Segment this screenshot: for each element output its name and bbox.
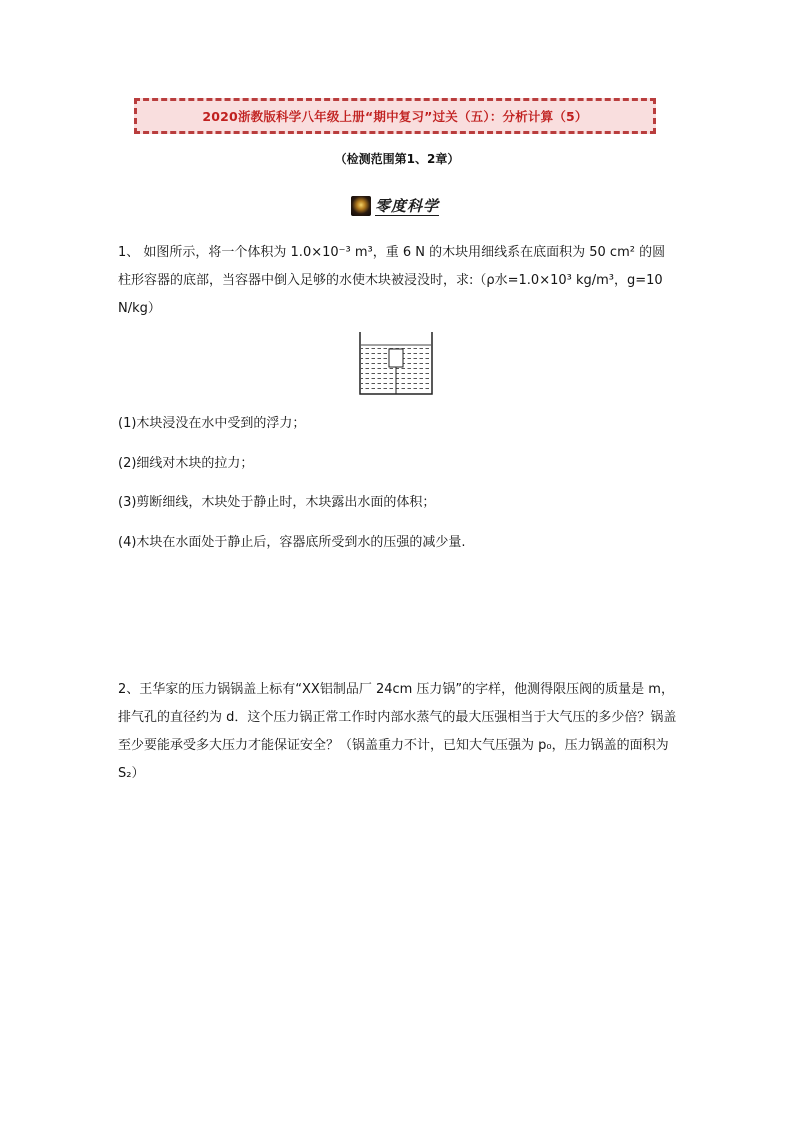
logo-text: 零度科学 [375,196,440,215]
question-2-text: 2、王华家的压力锅锅盖上标有“XX铝制品厂 24cm 压力锅”的字样，他测得限压阀的质量是 m，排气孔的直径约为 d．这个压力锅正常工作时内部水蒸气的最大压强相当于大气压的多少倍？锅盖至少要能承受多大压力才能保证安全？（锅盖重力不计，已知大气压强为 p₀，压力锅盖的面积为 S₂） [118,682,677,781]
question-1-part-2: (2)细线对木块的拉力； [118,456,254,471]
candle-logo-icon [351,196,371,216]
container-diagram [359,331,433,395]
question-1-part-3: (3)剪断细线，木块处于静止时，木块露出水面的体积； [118,495,436,510]
document-subtitle: （检测范围第1、2章） [334,152,460,166]
wooden-block [389,349,403,367]
question-1-part-4: (4)木块在水面处于静止后，容器底所受到水的压强的减少量. [118,535,466,550]
question-1-text: 1、 如图所示，将一个体积为 1.0×10⁻³ m³，重 6 N 的木块用细线系在底面积为 50 cm² 的圆柱形容器的底部，当容器中倒入足够的水使木块被浸没时，求:（ρ水=1.0×10³ kg/m³，g=10 N/kg） [118,245,666,316]
question-1-part-1: (1)木块浸没在水中受到的浮力； [118,416,306,431]
document-title: 2020浙教版科学八年级上册“期中复习”过关（五）：分析计算（5） [202,109,588,124]
title-banner [134,98,656,134]
logo [351,196,439,216]
